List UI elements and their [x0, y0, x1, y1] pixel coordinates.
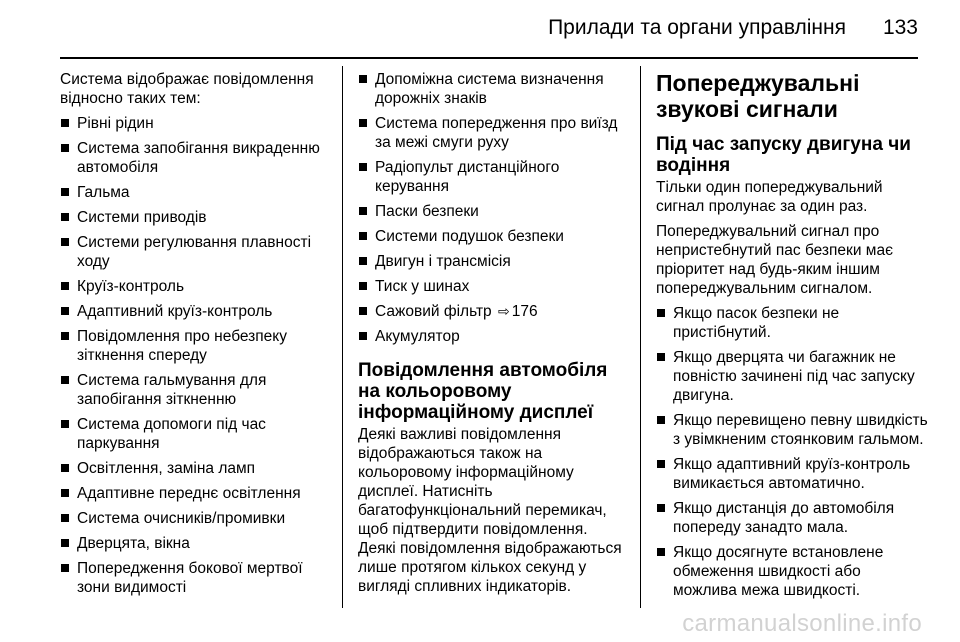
bullet-icon [657, 416, 665, 424]
list-item: Акумулятор [358, 327, 628, 346]
subheading-driving: Під час запуску двигуна чи водіння [656, 134, 911, 176]
section-heading-display-messages: Повідомлення автомобіля на кольоровому інформаційному дисплеї [358, 360, 608, 423]
column-2 [358, 70, 628, 602]
bullet-icon [61, 564, 69, 572]
list-item: Системи регулювання плавності ходу [60, 233, 328, 271]
bullet-icon [61, 514, 69, 522]
bullet-icon [657, 548, 665, 556]
warning-para-1: Тільки один попереджувальний сигнал пролунає за один раз. [656, 179, 883, 215]
column-3 [656, 70, 928, 606]
bullet-icon [61, 213, 69, 221]
page-header [60, 0, 918, 58]
bullet-icon [61, 282, 69, 290]
column-1 [60, 70, 328, 603]
list-item: Круїз-контроль [60, 277, 328, 296]
bullet-icon [657, 504, 665, 512]
list-item: Дверцята, вікна [60, 534, 328, 553]
list-item: Адаптивний круїз-контроль [60, 302, 328, 321]
bullet-icon [657, 309, 665, 317]
list-item: Якщо перевищено певну швидкість з увімкненим стоянковим гальмом. [656, 411, 928, 449]
bullet-icon [61, 119, 69, 127]
bullet-icon [61, 332, 69, 340]
bullet-icon [61, 420, 69, 428]
column-divider-2 [640, 66, 641, 608]
list-item: Система запобігання викраденню автомобіля [60, 139, 328, 177]
list-item: Система очисників/промивки [60, 509, 328, 528]
warning-list [656, 304, 928, 600]
list-item: Освітлення, заміна ламп [60, 459, 328, 478]
page-title: Прилади та органи управління [548, 16, 846, 39]
bullet-icon [359, 232, 367, 240]
bullet-icon [359, 282, 367, 290]
topic-list-continued [358, 70, 628, 346]
bullet-icon [359, 332, 367, 340]
list-item: Повідомлення про небезпеку зіткнення спереду [60, 327, 328, 365]
list-item: Система гальмування для запобігання зіткненню [60, 371, 328, 409]
list-item: Якщо пасок безпеки не пристібнутий. [656, 304, 928, 342]
list-item: Адаптивне переднє освітлення [60, 484, 328, 503]
list-item: Системи подушок безпеки [358, 227, 628, 246]
warning-para-2: Попереджувальний сигнал про непристебнутий пас безпеки має пріоритет над будь-яким іншим попереджувальним сигналом. [656, 223, 893, 297]
list-item: Системи приводів [60, 208, 328, 227]
page-number: 133 [882, 16, 918, 39]
bullet-icon [359, 163, 367, 171]
topic-list [60, 114, 328, 597]
column-divider-1 [342, 66, 343, 608]
bullet-icon [359, 207, 367, 215]
section-heading-warning-chimes: Попереджувальні звукові сигнали [656, 70, 860, 122]
bullet-icon [359, 75, 367, 83]
bullet-icon [61, 188, 69, 196]
list-item: Гальма [60, 183, 328, 202]
display-messages-body: Деякі важливі повідомлення відображаються також на кольоровому інформаційному дисплеї. Натисніть багатофункціональний перемикач, щоб підтвердити повідомлення. Деякі повідомлення відображаються лише протягом кількох секунд у вигляді спливних індикаторів. [358, 426, 622, 595]
bullet-icon [359, 119, 367, 127]
bullet-icon [61, 464, 69, 472]
bullet-icon [359, 257, 367, 265]
list-item-filter: Сажовий фільтр ⇨ 176 [358, 302, 628, 321]
bullet-icon [359, 307, 367, 315]
list-item: Радіопульт дистанційного керування [358, 158, 628, 196]
list-item: Якщо адаптивний круїз-контроль вимикається автоматично. [656, 455, 928, 493]
list-item: Двигун і трансмісія [358, 252, 628, 271]
header-divider [60, 57, 918, 59]
bullet-icon [61, 489, 69, 497]
bullet-icon [61, 539, 69, 547]
list-item: Попередження бокової мертвої зони видимості [60, 559, 328, 597]
page-reference-icon: ⇨ [497, 303, 510, 319]
bullet-icon [657, 353, 665, 361]
bullet-icon [61, 238, 69, 246]
bullet-icon [61, 376, 69, 384]
list-item: Тиск у шинах [358, 277, 628, 296]
list-item: Допоміжна система визначення дорожніх знаків [358, 70, 628, 108]
list-item: Система допомоги під час паркування [60, 415, 328, 453]
list-item: Рівні рідин [60, 114, 328, 133]
list-item: Якщо досягнуте встановлене обмеження швидкості або можлива межа швидкості. [656, 543, 928, 600]
bullet-icon [61, 307, 69, 315]
list-item: Якщо дверцята чи багажник не повністю зачинені під час запуску двигуна. [656, 348, 928, 405]
list-item: Якщо дистанція до автомобіля попереду занадто мала. [656, 499, 928, 537]
page-reference-link[interactable]: 176 [511, 303, 538, 320]
list-item: Система попередження про виїзд за межі смуги руху [358, 114, 628, 152]
bullet-icon [61, 144, 69, 152]
list-item: Паски безпеки [358, 202, 628, 221]
bullet-icon [657, 460, 665, 468]
site-watermark: carmanualsonline.info [682, 610, 922, 637]
intro-text: Система відображає повідомлення відносно таких тем: [60, 71, 314, 107]
